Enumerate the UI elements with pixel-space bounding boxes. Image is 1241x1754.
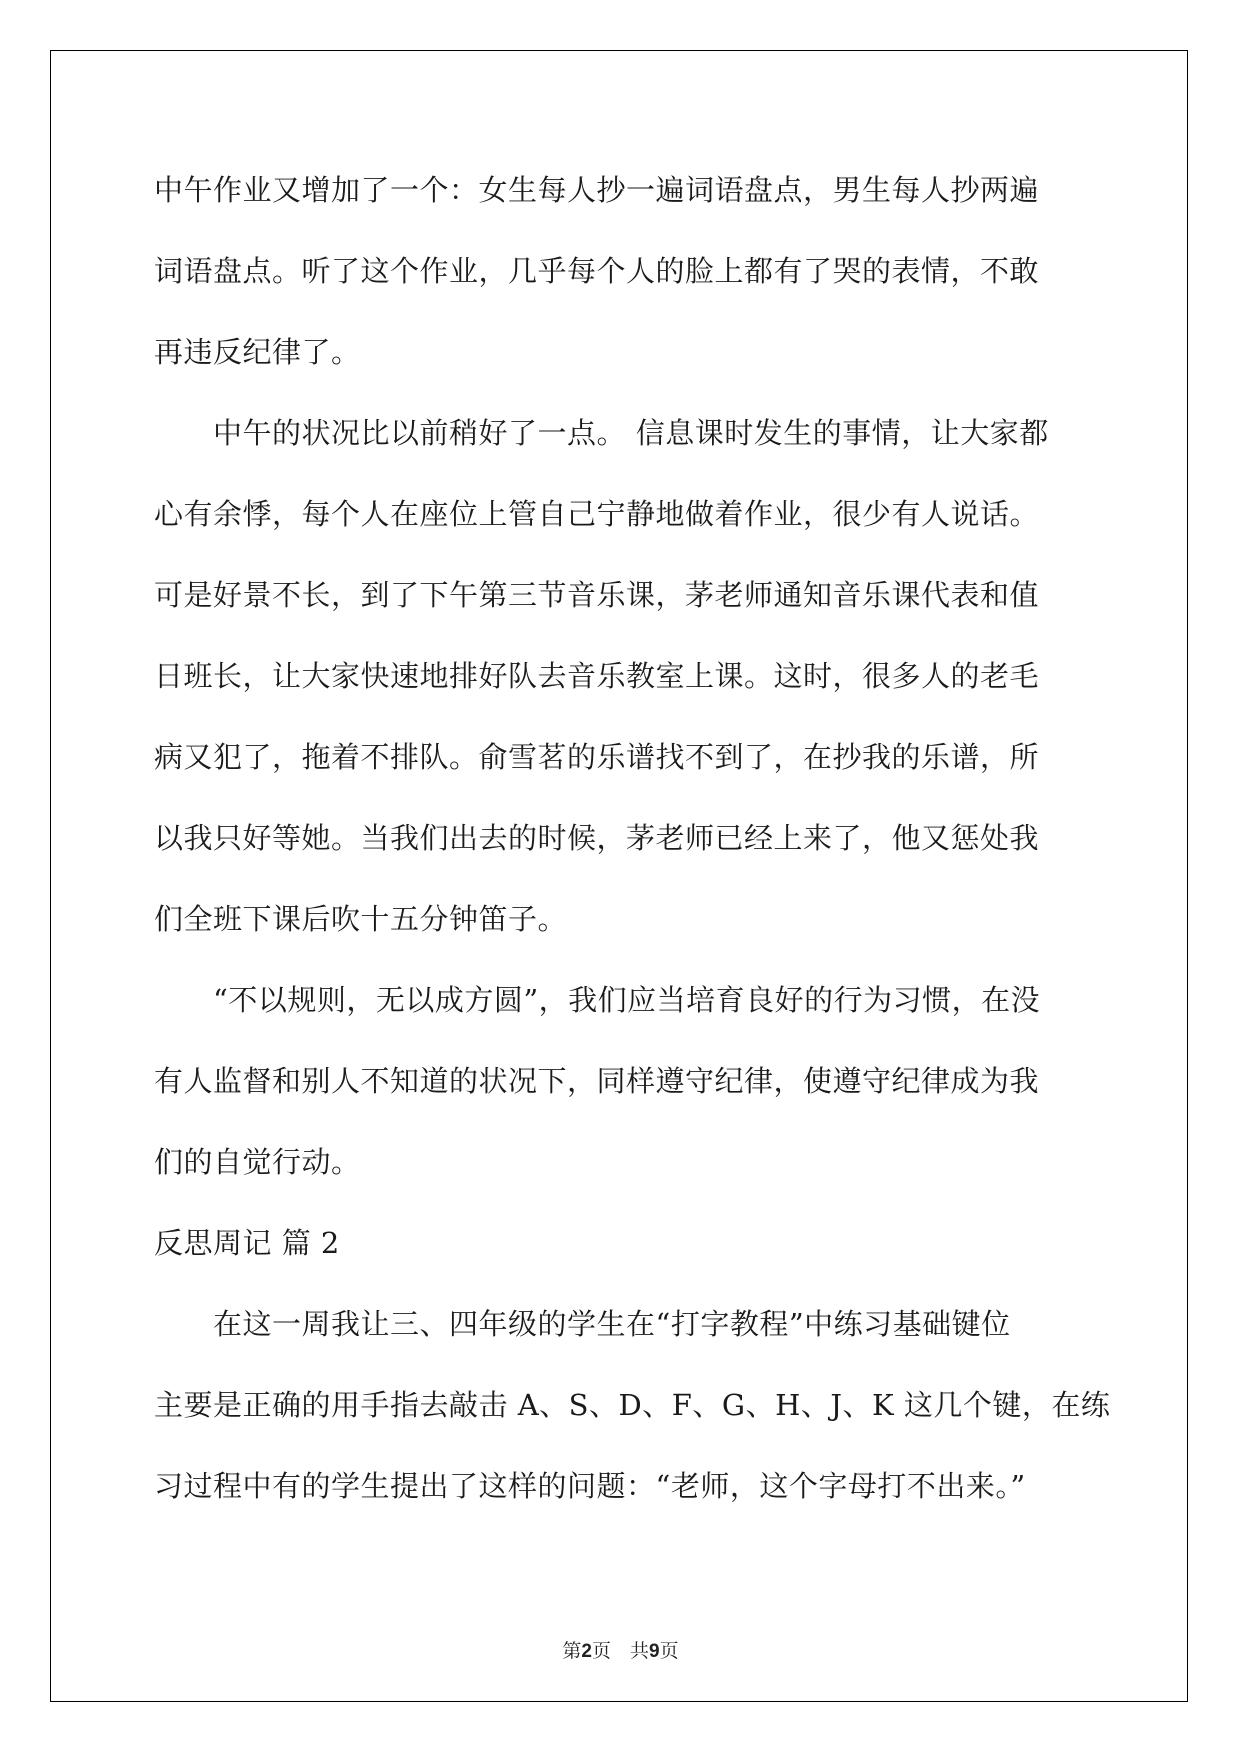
text-line-8: 病又犯了，拖着不排队。俞雪茗的乐谱找不到了，在抄我的乐谱，所 xyxy=(154,740,1040,774)
current-page-number: 2 xyxy=(581,1641,592,1662)
text-line-7: 日班长，让大家快速地排好队去音乐教室上课。这时，很多人的老毛 xyxy=(154,659,1040,693)
page-border xyxy=(50,50,1188,1702)
section-heading: 反思周记 篇 2 xyxy=(154,1226,340,1260)
text-line-16: 主要是正确的用手指去敲击 A、S、D、F、G、H、J、K 这几个键，在练 xyxy=(154,1388,1111,1422)
text-line-17: 习过程中有的学生提出了这样的问题：“老师，这个字母打不出来。” xyxy=(154,1469,1026,1503)
text-line-10: 们全班下课后吹十五分钟笛子。 xyxy=(154,902,568,936)
footer-suffix: 页 xyxy=(659,1640,679,1662)
footer-middle: 页 共 xyxy=(591,1640,649,1662)
text-line-2: 词语盘点。听了这个作业，几乎每个人的脸上都有了哭的表情，不敢 xyxy=(154,254,1040,288)
text-line-4: 中午的状况比以前稍好了一点。 信息课时发生的事情，让大家都 xyxy=(154,416,1049,450)
text-line-13: 们的自觉行动。 xyxy=(154,1145,361,1179)
page-footer xyxy=(0,1636,1241,1663)
footer-prefix: 第 xyxy=(562,1640,582,1662)
text-line-12: 有人监督和别人不知道的状况下，同样遵守纪律，使遵守纪律成为我 xyxy=(154,1064,1040,1098)
text-line-5: 心有余悸，每个人在座位上管自己宁静地做着作业，很少有人说话。 xyxy=(154,497,1040,531)
text-line-6: 可是好景不长，到了下午第三节音乐课，茅老师通知音乐课代表和值 xyxy=(154,578,1040,612)
total-page-number: 9 xyxy=(649,1641,660,1662)
text-line-3: 再违反纪律了。 xyxy=(154,335,361,369)
text-line-11: “不以规则，无以成方圆”，我们应当培育良好的行为习惯，在没 xyxy=(154,983,1041,1017)
text-line-9: 以我只好等她。当我们出去的时候，茅老师已经上来了，他又惩处我 xyxy=(154,821,1040,855)
text-line-15: 在这一周我让三、四年级的学生在“打字教程”中练习基础键位 xyxy=(154,1307,1011,1341)
text-line-1: 中午作业又增加了一个：女生每人抄一遍词语盘点，男生每人抄两遍 xyxy=(154,173,1040,207)
